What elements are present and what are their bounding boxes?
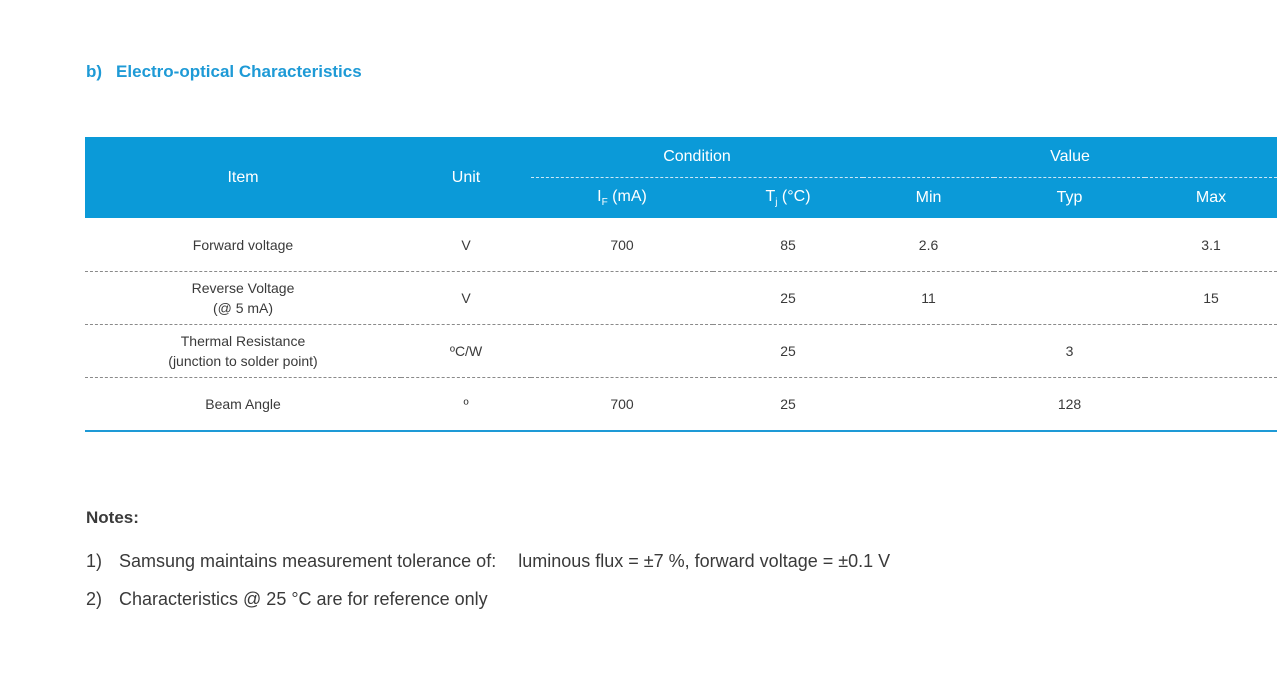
section-title: Electro-optical Characteristics	[116, 62, 362, 81]
note-text: Characteristics @ 25 °C are for reference only	[119, 588, 488, 609]
header-unit: Unit	[401, 137, 531, 218]
cell-item: Beam Angle	[85, 378, 401, 432]
cell-typ	[994, 218, 1145, 272]
cell-tj: 25	[713, 272, 863, 325]
table-row	[85, 272, 1277, 325]
header-condition: Condition	[531, 137, 863, 178]
cell-item: Reverse Voltage (@ 5 mA)	[85, 272, 401, 325]
section-letter: b)	[86, 62, 103, 81]
note-item	[86, 580, 890, 618]
cell-if	[531, 272, 713, 325]
note-text: Samsung maintains measurement tolerance of:	[119, 550, 497, 571]
cell-tj: 25	[713, 378, 863, 432]
cell-max	[1145, 378, 1277, 432]
note-item	[86, 542, 890, 580]
header-item: Item	[85, 137, 401, 218]
notes-title: Notes:	[86, 508, 139, 527]
cell-tj: 25	[713, 325, 863, 378]
table-row	[85, 325, 1277, 378]
electro-optical-table	[85, 137, 1277, 432]
cell-unit: º	[401, 378, 531, 432]
notes-section	[86, 508, 890, 618]
cell-min: 2.6	[863, 218, 994, 272]
cell-unit: ºC/W	[401, 325, 531, 378]
cell-min	[863, 325, 994, 378]
cell-if: 700	[531, 218, 713, 272]
cell-min: 11	[863, 272, 994, 325]
cell-typ: 128	[994, 378, 1145, 432]
cell-unit: V	[401, 218, 531, 272]
cell-item: Forward voltage	[85, 218, 401, 272]
cell-item: Thermal Resistance (junction to solder point)	[85, 325, 401, 378]
cell-max: 15	[1145, 272, 1277, 325]
cell-if: 700	[531, 378, 713, 432]
header-min: Min	[863, 178, 994, 219]
cell-max: 3.1	[1145, 218, 1277, 272]
header-typ: Typ	[994, 178, 1145, 219]
header-value: Value	[863, 137, 1277, 178]
cell-unit: V	[401, 272, 531, 325]
table-row	[85, 218, 1277, 272]
note-number: 1)	[86, 550, 103, 571]
header-max: Max	[1145, 178, 1277, 219]
cell-if	[531, 325, 713, 378]
table-row	[85, 378, 1277, 432]
header-if: $I_F$ (mA)	[531, 178, 713, 219]
cell-typ	[994, 272, 1145, 325]
cell-tj: 85	[713, 218, 863, 272]
header-tj: $T_j$ (°C)	[713, 178, 863, 219]
note-extra: luminous flux = ±7 %, forward voltage = ±0.1 V	[518, 550, 891, 571]
cell-typ: 3	[994, 325, 1145, 378]
cell-max	[1145, 325, 1277, 378]
cell-min	[863, 378, 994, 432]
note-number: 2)	[86, 588, 103, 609]
section-heading	[86, 62, 362, 82]
